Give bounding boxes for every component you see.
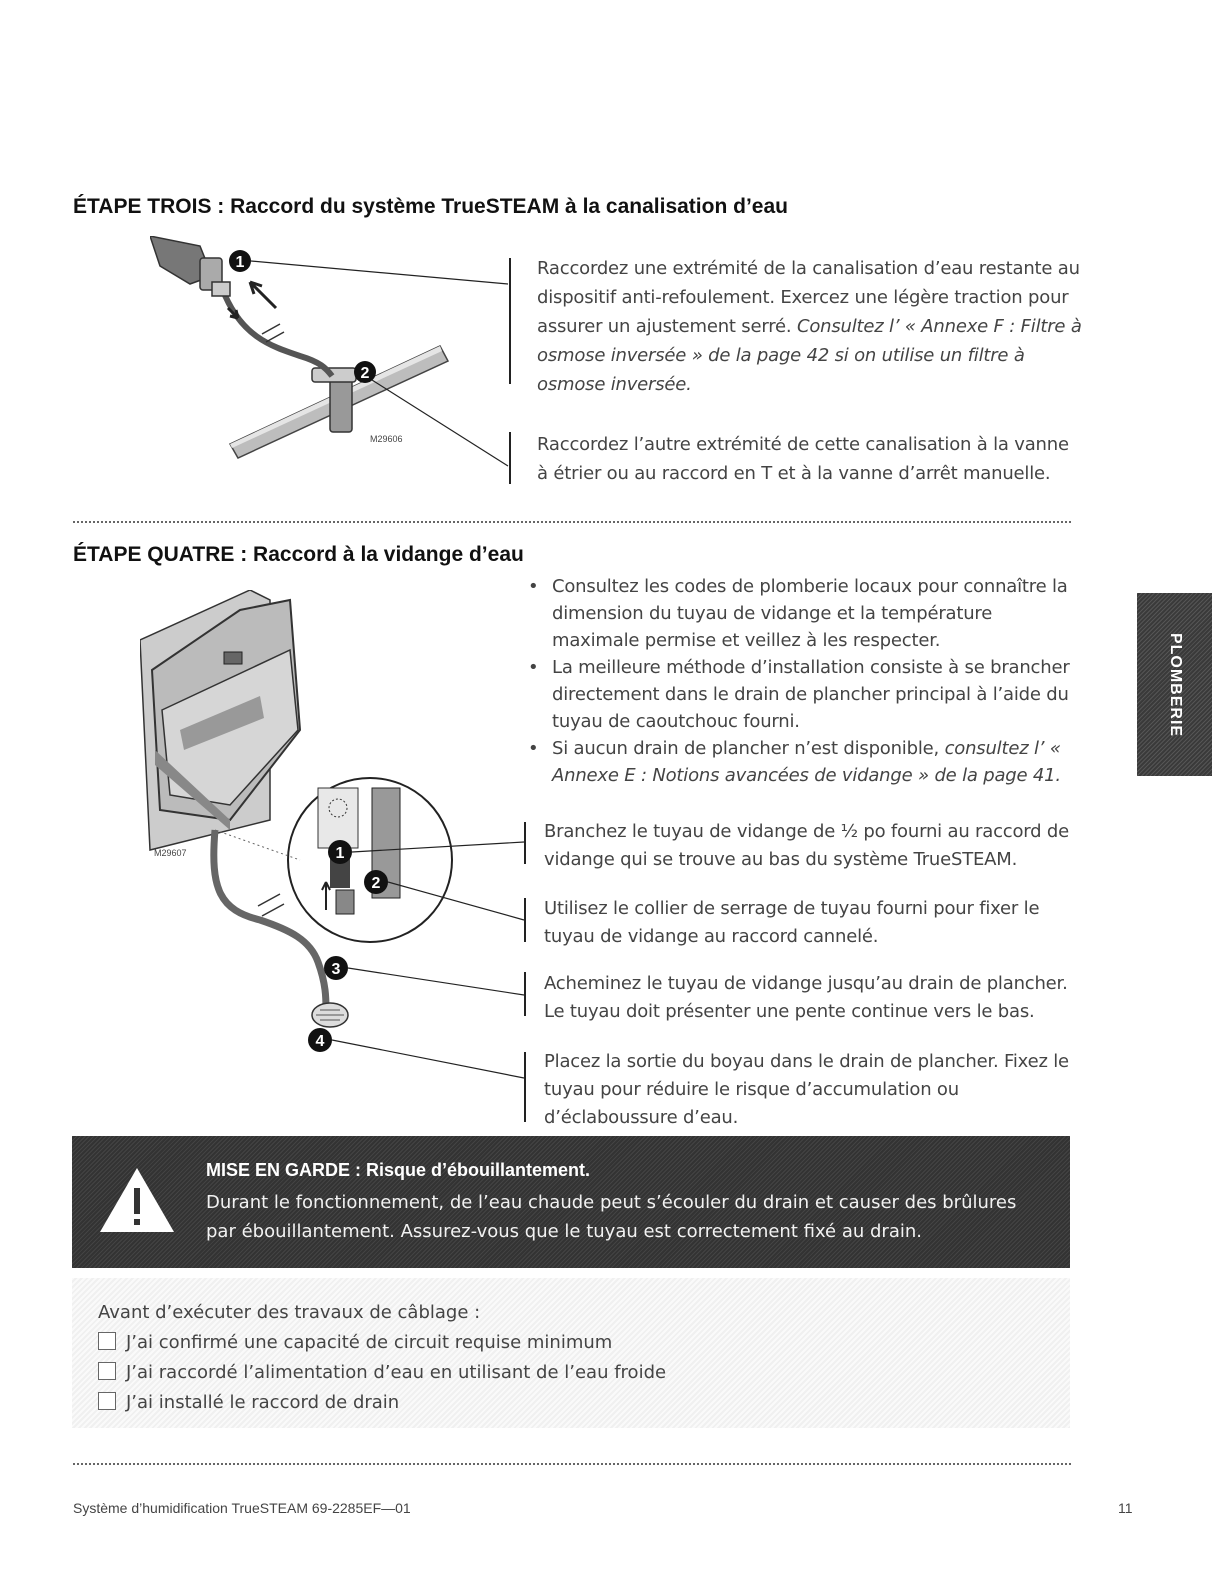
step4-instruction-3: Acheminez le tuyau de vidange jusqu’au drain de plancher. Le tuyau doit présenter une pente continue vers le bas.: [544, 973, 1068, 1022]
page-number: 11: [1118, 1500, 1133, 1516]
checklist-panel: [72, 1278, 1070, 1428]
step3-figure-code: M29606: [370, 434, 403, 444]
divider-line: [509, 432, 511, 484]
footer-text: Système d’humidification TrueSTEAM 69-2285EF—01: [73, 1500, 411, 1516]
divider-line: [524, 822, 526, 864]
detail-magnifier: [288, 778, 452, 942]
step4-illustration: [140, 590, 530, 1080]
water-tubing: [222, 288, 332, 376]
divider-line: [524, 1052, 526, 1122]
svg-text:1: 1: [235, 254, 245, 271]
backflow-device: [150, 236, 230, 296]
caution-message: Durant le fonctionnement, de l’eau chaude peut s’écouler du drain et causer des brûlures par ébouillantement. Assurez-vous que le tuyau est correctement fixé au drain.: [206, 1192, 1017, 1242]
step3-paragraph-2: Raccordez l’autre extrémité de cette canalisation à la vanne à étrier ou au raccord en T et à la vanne d’arrêt manuelle.: [537, 434, 1069, 484]
checkbox[interactable]: [98, 1332, 116, 1350]
step4-instruction-2: Utilisez le collier de serrage de tuyau fourni pour fixer le tuyau de vidange au raccord cannelé.: [544, 898, 1040, 947]
list-item: • La meilleure méthode d’installation consiste à se brancher directement dans le drain de plancher principal à l’aide du tuyau de caoutchouc fourni.: [528, 657, 1070, 732]
svg-text:2: 2: [371, 875, 381, 892]
checklist-item[interactable]: J’ai confirmé une capacité de circuit requise minimum: [98, 1332, 612, 1353]
list-item: • Consultez les codes de plomberie locaux pour connaître la dimension du tuyau de vidange et la température maximale permise et veillez à les respecter.: [528, 576, 1068, 651]
push-arrow-icon: [250, 282, 276, 308]
checkbox[interactable]: [98, 1362, 116, 1380]
checklist-item[interactable]: J’ai installé le raccord de drain: [98, 1392, 399, 1413]
svg-text:4: 4: [315, 1033, 325, 1050]
section-divider: [73, 1463, 1071, 1465]
step4-title: ÉTAPE QUATRE : Raccord à la vidange d’eau: [73, 543, 524, 566]
svg-text:3: 3: [331, 961, 341, 978]
caution-banner: [72, 1136, 1070, 1268]
caution-title: MISE EN GARDE : Risque d’ébouillantement.: [206, 1160, 591, 1180]
step3-paragraph-1: Raccordez une extrémité de la canalisation d’eau restante au dispositif anti-refoulement. Exercez une légère traction pour assurer un ajustement serré. Consultez l’ « Annexe F : Filtre à osmose inversée » de la page 42 si on utilise un filtre à osmose inversée.: [537, 258, 1082, 395]
svg-text:1: 1: [335, 845, 345, 862]
step3-title: ÉTAPE TROIS : Raccord du système TrueSTEAM à la canalisation d’eau: [73, 195, 788, 218]
warning-triangle-icon: [98, 1166, 176, 1234]
side-tab-plomberie: PLOMBERIE: [1137, 593, 1212, 776]
step3-illustration: [150, 236, 520, 476]
list-item: • Si aucun drain de plancher n’est disponible, consultez l’ « Annexe E : Notions avancées de vidange » de la page 41.: [528, 738, 1061, 786]
saddle-valve: [312, 368, 356, 432]
checklist-item[interactable]: J’ai raccordé l’alimentation d’eau en utilisant de l’eau froide: [98, 1362, 666, 1383]
step4-figure-code: M29607: [154, 848, 187, 858]
checklist-heading: Avant d’exécuter des travaux de câblage :: [98, 1302, 481, 1323]
step4-instruction-1: Branchez le tuyau de vidange de ½ po fourni au raccord de vidange qui se trouve au bas du système TrueSTEAM.: [544, 821, 1070, 870]
step4-instruction-4: Placez la sortie du boyau dans le drain de plancher. Fixez le tuyau pour réduire le risque d’accumulation ou d’éclaboussure d’eau.: [544, 1051, 1069, 1128]
section-divider: [73, 521, 1071, 523]
svg-text:2: 2: [360, 365, 370, 382]
checkbox[interactable]: [98, 1392, 116, 1410]
step4-bullet-list: [524, 573, 1084, 789]
divider-line: [524, 898, 526, 942]
divider-line: [524, 972, 526, 1016]
divider-line: [509, 258, 511, 384]
